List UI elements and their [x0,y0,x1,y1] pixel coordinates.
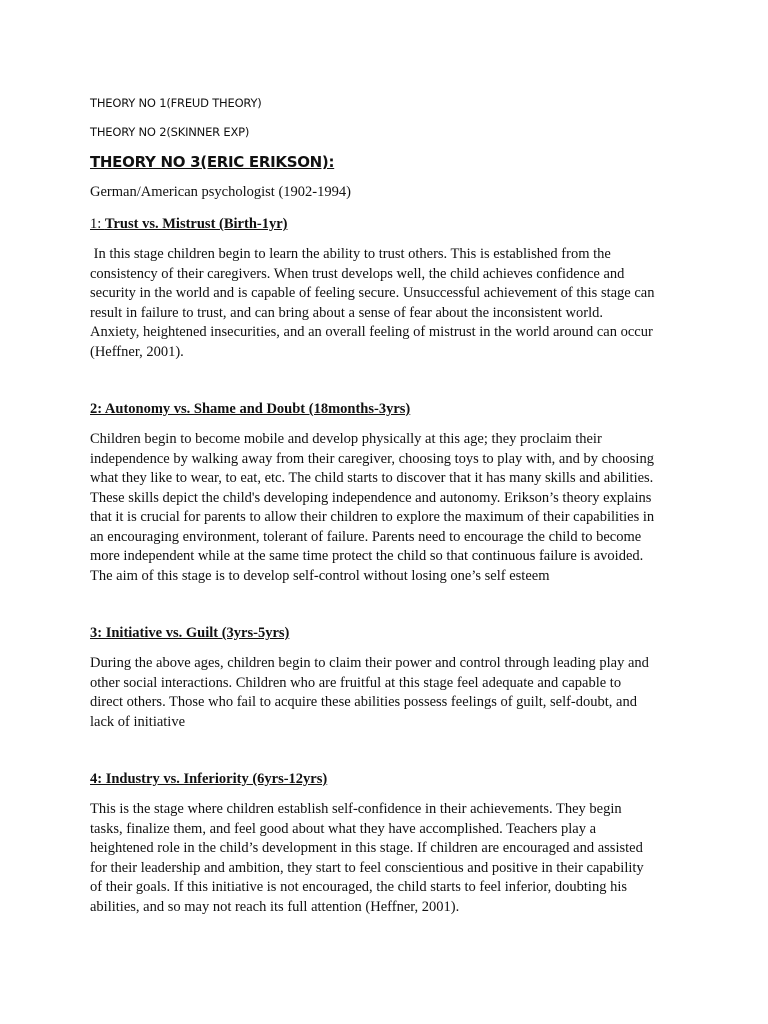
paragraph-line: Anxiety, heightened insecurities, and an overall feeling of mistrust in the world around can occur [90,324,653,340]
intro-line: German/American psychologist (1902-1994) [90,184,351,200]
paragraph-line: what they like to wear, to eat, etc. The child starts to discover that it has many skills and abilities. [90,470,654,486]
paragraph-line: more independent while at the same time protect the child so that continuous failure is avoided. [90,548,644,564]
paragraph-line: result in failure to trust, and can bring about a sense of fear about the inconsistent world. [90,304,603,321]
paragraph-line: other social interactions. Children who are fruitful at this stage feel adequate and capable to [90,674,622,691]
section-4-paragraph [90,800,690,917]
theory-3-heading: THEORY NO 3(ERIC ERIKSON): [90,153,335,171]
paragraph-line: tasks, finalize them, and feel good about what they have accomplished. Teachers play a [90,820,597,837]
paragraph-line: This is the stage where children establish self-confidence in their achievements. They begin [90,801,622,817]
paragraph-line: (Heffner, 2001). [90,343,184,360]
paragraph-line: consistency of their caregivers. When trust develops well, the child achieves confidence and [90,265,625,282]
paragraph-line: During the above ages, children begin to claim their power and control through leading play and [90,655,649,671]
section-4-heading: 4: Industry vs. Inferiority (6yrs-12yrs) [90,771,328,787]
section-3-paragraph [90,654,690,732]
theory-2-line: THEORY NO 2(SKINNER EXP) [90,125,250,139]
section-1-title: Trust vs. Mistrust (Birth-1yr) [104,216,288,232]
paragraph-line: independence by walking away from their caregiver, choosing toys to play with, and by choosing [90,450,654,467]
paragraph-line: The aim of this stage is to develop self-control without losing one’s self esteem [90,567,550,584]
section-1-prefix: 1: [90,216,105,232]
paragraph-line: of their goals. If this initiative is not encouraged, the child starts to feel inferior, doubting his [90,879,628,895]
theory-1-line: THEORY NO 1(FREUD THEORY) [90,96,262,110]
section-2-paragraph [90,430,690,586]
section-1-heading [90,216,287,233]
paragraph-line: that it is crucial for parents to allow their children to explore the maximum of their capabilities in [90,509,655,525]
paragraph-line: Children begin to become mobile and develop physically at this age; they proclaim their [90,431,602,447]
section-1-paragraph [90,245,690,362]
paragraph-line: These skills depict the child's developing independence and autonomy. Erikson’s theory explains [90,489,652,506]
section-3-heading: 3: Initiative vs. Guilt (3yrs-5yrs) [90,625,290,641]
paragraph-line: security in the world and is capable of feeling secure. Unsuccessful achievement of this stage can [90,285,655,301]
paragraph-line: lack of initiative [90,713,186,730]
paragraph-line: abilities, and so may not reach its full attention (Heffner, 2001). [90,898,460,915]
paragraph-line: direct others. Those who fail to acquire these abilities possess feelings of guilt, self-doubt, and [90,694,637,710]
paragraph-line: an encouraging environment, tolerant of failure. Parents need to encourage the child to become [90,528,642,545]
section-2-heading: 2: Autonomy vs. Shame and Doubt (18months-3yrs) [90,401,411,417]
paragraph-line: for their leadership and ambition, they start to feel conscientious and positive in their capability [90,859,644,876]
paragraph-line: In this stage children begin to learn the ability to trust others. This is established from the [90,246,611,262]
paragraph-line: heightened role in the child’s development in this stage. If children are encouraged and assisted [90,840,643,856]
